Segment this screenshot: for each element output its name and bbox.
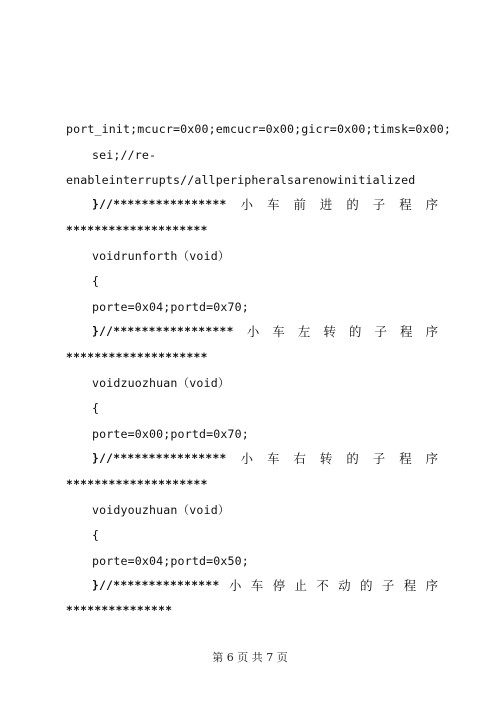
comment-char: 车 bbox=[250, 578, 264, 593]
code-line-zuozhuan: voidzuozhuan（void） bbox=[92, 376, 230, 390]
comment-stars-tail: *************** bbox=[66, 604, 173, 617]
comment-prefix: }//*************** bbox=[92, 579, 220, 592]
comment-char: 程 bbox=[400, 324, 413, 339]
comment-char: 左 bbox=[297, 324, 311, 339]
comment-char: 车 bbox=[267, 451, 280, 466]
comment-char: 不 bbox=[316, 578, 329, 593]
comment-prefix: }//***************** bbox=[92, 325, 234, 338]
comment-prefix: }//**************** bbox=[92, 198, 227, 211]
comment-char: 停 bbox=[272, 578, 286, 593]
comment-char: 进 bbox=[319, 197, 333, 212]
comment-char: 小 bbox=[246, 324, 260, 339]
comment-line-right-turn bbox=[92, 449, 438, 469]
comment-char: 小 bbox=[240, 451, 254, 466]
comment-char: 车 bbox=[267, 197, 280, 212]
code-line-open-brace: { bbox=[92, 401, 100, 415]
comment-char: 止 bbox=[294, 578, 307, 593]
comment-char: 的 bbox=[346, 197, 359, 212]
comment-char: 序 bbox=[425, 197, 438, 212]
code-line-youzhuan: voidyouzhuan（void） bbox=[92, 503, 230, 517]
code-line-runforth: voidrunforth（void） bbox=[92, 249, 230, 263]
comment-char: 的 bbox=[346, 451, 359, 466]
code-line-porte: porte=0x04;portd=0x70; bbox=[92, 300, 249, 314]
comment-char: 转 bbox=[323, 324, 336, 339]
comment-char: 子 bbox=[372, 197, 386, 212]
comment-char: 序 bbox=[425, 451, 438, 466]
code-line-sei: sei;//re- bbox=[92, 148, 157, 162]
code-line-porte: porte=0x00;portd=0x70; bbox=[92, 427, 249, 441]
comment-prefix: }//**************** bbox=[92, 452, 227, 465]
comment-char: 动 bbox=[338, 578, 351, 593]
code-line-enable-interrupts: enableinterrupts//allperipheralsarenowinitialized bbox=[66, 173, 416, 187]
code-line-port-init: port_init;mcucr=0x00;emcucr=0x00;gicr=0x00;timsk=0x00; bbox=[66, 122, 452, 136]
comment-char: 的 bbox=[348, 324, 362, 339]
comment-stars-tail: ******************** bbox=[66, 351, 208, 364]
comment-line-left-turn bbox=[92, 322, 438, 342]
comment-char: 程 bbox=[403, 578, 417, 593]
comment-char: 程 bbox=[399, 451, 412, 466]
comment-char: 小 bbox=[229, 578, 242, 593]
comment-char: 程 bbox=[399, 197, 412, 212]
comment-line-forward bbox=[92, 195, 438, 215]
code-line-open-brace: { bbox=[92, 528, 100, 542]
code-line-porte: porte=0x04;portd=0x50; bbox=[92, 554, 249, 568]
page-footer: 第 6 页 共 7 页 bbox=[212, 651, 288, 664]
comment-char: 子 bbox=[372, 451, 386, 466]
comment-char: 的 bbox=[360, 578, 373, 593]
comment-char: 车 bbox=[272, 324, 285, 339]
code-line-open-brace: { bbox=[92, 274, 100, 288]
comment-char: 子 bbox=[381, 578, 395, 593]
comment-char: 前 bbox=[293, 197, 306, 212]
comment-char: 小 bbox=[240, 197, 254, 212]
comment-char: 子 bbox=[374, 324, 387, 339]
comment-char: 右 bbox=[293, 451, 306, 466]
comment-char: 转 bbox=[319, 451, 333, 466]
comment-stars-tail: ******************** bbox=[66, 224, 208, 237]
comment-char: 序 bbox=[425, 324, 438, 339]
comment-line-stop bbox=[92, 576, 438, 596]
comment-char: 序 bbox=[425, 578, 438, 593]
comment-stars-tail: ******************** bbox=[66, 478, 208, 491]
